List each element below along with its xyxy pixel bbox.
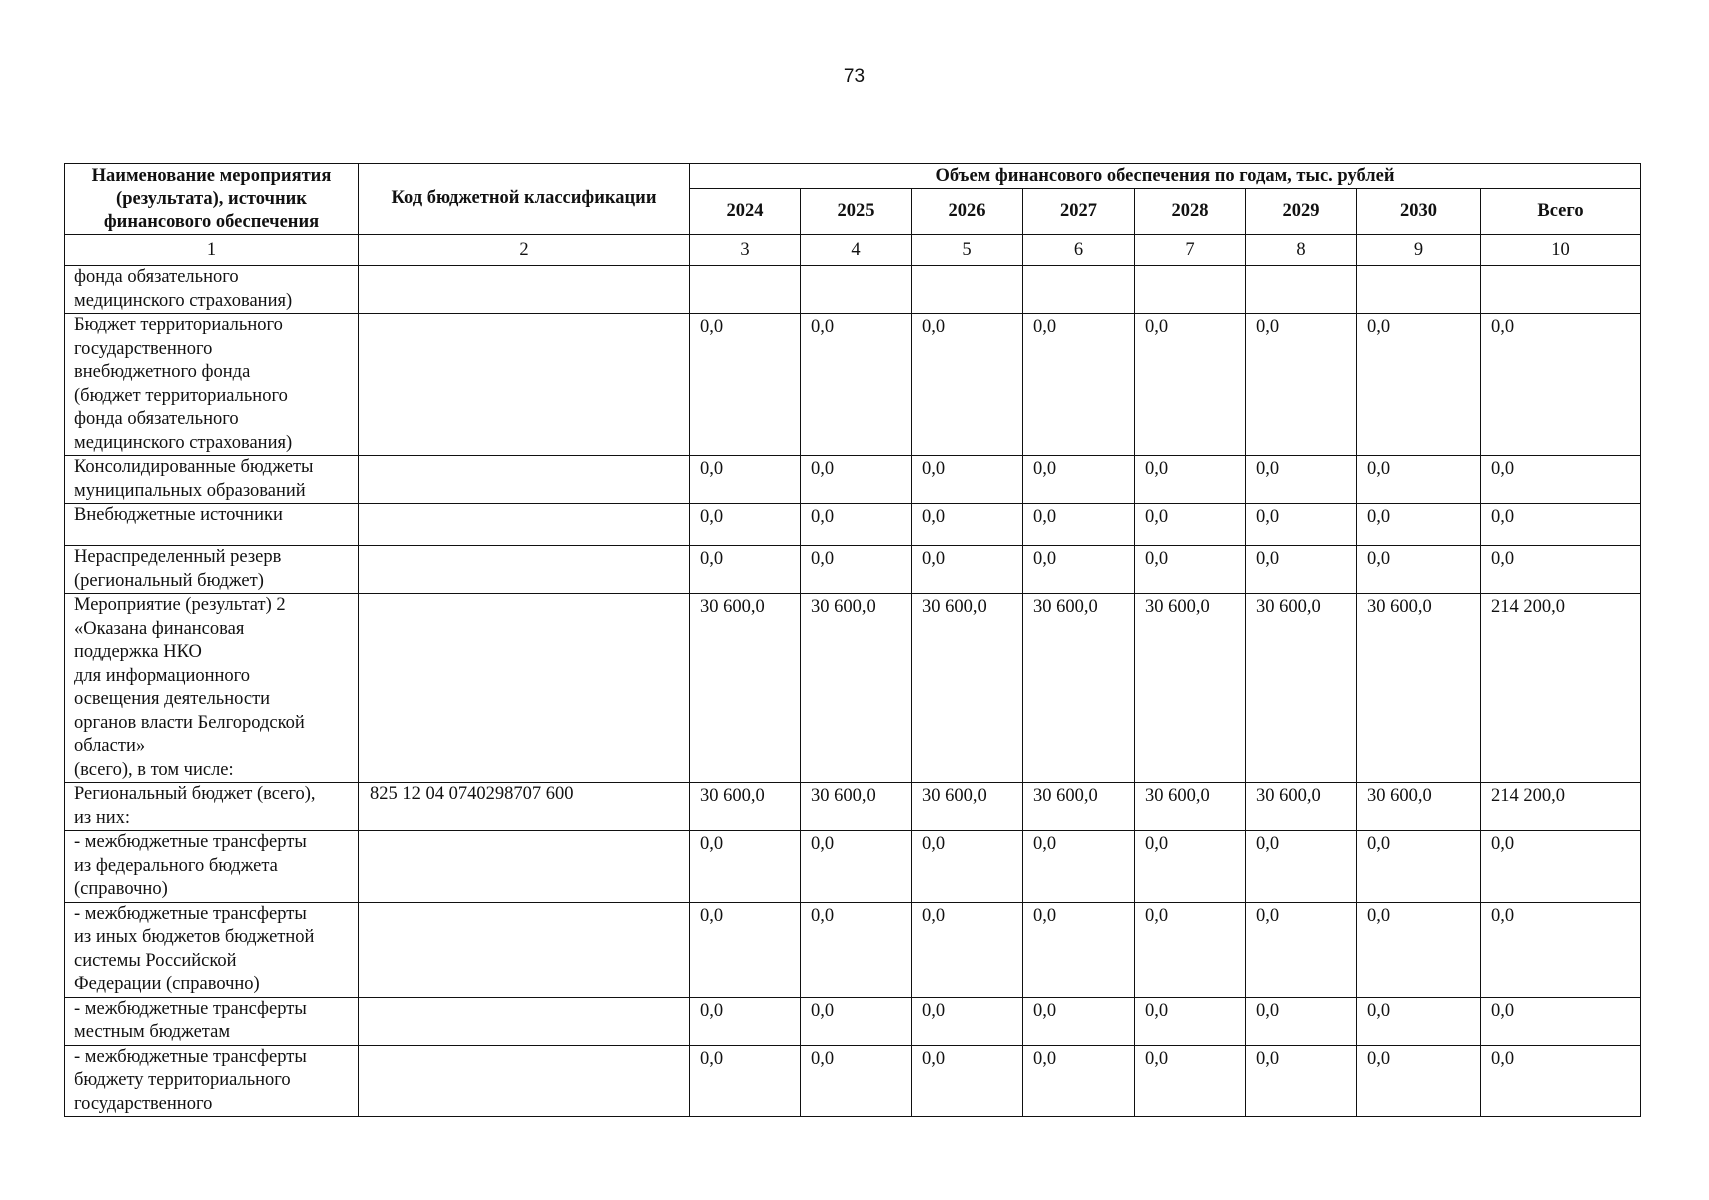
financing-table: [64, 163, 1641, 1117]
header-name: Наименование мероприятия (результата), источник финансового обеспечения: [65, 164, 359, 235]
row-name-line: государственного: [74, 338, 213, 359]
row-year-value-cell: 0,0: [1246, 902, 1357, 997]
row-year-value-cell: 0,0: [690, 504, 801, 546]
row-year-value-cell: [801, 266, 912, 314]
row-name-line: Нераспределенный резерв: [74, 547, 282, 567]
row-year-value-cell: 0,0: [690, 314, 801, 456]
header-year: 2028: [1135, 189, 1246, 235]
row-year-value-cell: 30 600,0: [801, 594, 912, 783]
row-year-value-cell: 0,0: [1023, 456, 1135, 504]
column-number: 10: [1481, 235, 1641, 266]
row-name-line: из иных бюджетов бюджетной: [74, 927, 315, 947]
row-code-cell: [359, 831, 690, 903]
row-year-value-cell: 0,0: [1135, 456, 1246, 504]
row-year-value-cell: 0,0: [1023, 997, 1135, 1045]
row-total-cell: 214 200,0: [1481, 783, 1641, 831]
row-year-value-cell: 0,0: [1357, 546, 1481, 594]
row-year-value-cell: 0,0: [1135, 504, 1246, 546]
column-number: 7: [1135, 235, 1246, 266]
row-code-cell: [359, 504, 690, 546]
table-row: [65, 1045, 1641, 1117]
row-year-value-cell: 0,0: [801, 504, 912, 546]
row-name-line: (бюджет территориального: [74, 385, 288, 406]
row-year-value-cell: 0,0: [1357, 902, 1481, 997]
row-year-value-cell: 0,0: [690, 902, 801, 997]
row-name-line: бюджету территориального: [74, 1070, 291, 1090]
row-year-value-cell: 30 600,0: [1246, 594, 1357, 783]
row-name-line: освещения деятельности: [74, 689, 271, 709]
row-year-value-cell: 30 600,0: [912, 783, 1023, 831]
row-year-value-cell: 0,0: [912, 831, 1023, 903]
header-year: 2024: [690, 189, 801, 235]
row-year-value-cell: 0,0: [690, 997, 801, 1045]
header-year: 2029: [1246, 189, 1357, 235]
header-year: 2026: [912, 189, 1023, 235]
row-year-value-cell: 0,0: [690, 1045, 801, 1117]
row-year-value-cell: 0,0: [1135, 314, 1246, 456]
page-number: 73: [843, 66, 866, 87]
row-year-value-cell: 0,0: [1357, 504, 1481, 546]
row-year-value-cell: 0,0: [690, 831, 801, 903]
row-year-value-cell: 30 600,0: [1023, 783, 1135, 831]
row-year-value-cell: 0,0: [690, 546, 801, 594]
row-year-value-cell: [1023, 266, 1135, 314]
table-row: [65, 831, 1641, 903]
row-year-value-cell: 0,0: [1246, 314, 1357, 456]
row-year-value-cell: 0,0: [801, 1045, 912, 1117]
row-year-value-cell: 30 600,0: [801, 783, 912, 831]
header-year: 2025: [801, 189, 912, 235]
row-name-line: государственного: [74, 1093, 213, 1114]
row-year-value-cell: 0,0: [1135, 997, 1246, 1045]
row-name-line: Внебюджетные источники: [74, 505, 283, 525]
row-year-value-cell: 0,0: [1023, 546, 1135, 594]
row-year-value-cell: 0,0: [912, 1045, 1023, 1117]
column-number: 8: [1246, 235, 1357, 266]
row-total-cell: [1481, 266, 1641, 314]
row-year-value-cell: 0,0: [912, 504, 1023, 546]
row-name-cell: [65, 831, 359, 903]
row-total-cell: 0,0: [1481, 1045, 1641, 1117]
row-year-value-cell: 0,0: [801, 902, 912, 997]
row-name-line: - межбюджетные трансферты: [74, 1046, 307, 1067]
row-name-line: (региональный бюджет): [74, 570, 264, 591]
table-row: [65, 546, 1641, 594]
table-row: [65, 902, 1641, 997]
row-code-cell: [359, 997, 690, 1045]
column-number: 1: [65, 235, 359, 266]
row-name-line: Федерации (справочно): [74, 974, 260, 994]
row-total-cell: 0,0: [1481, 546, 1641, 594]
row-year-value-cell: [912, 266, 1023, 314]
row-name-cell: [65, 456, 359, 504]
row-name-line: медицинского страхования): [74, 290, 293, 311]
column-number: 3: [690, 235, 801, 266]
row-name-line: - межбюджетные трансферты: [74, 903, 307, 924]
row-name-line: из них:: [74, 807, 131, 828]
column-number: 4: [801, 235, 912, 266]
row-year-value-cell: 0,0: [912, 997, 1023, 1045]
row-name-line: Региональный бюджет (всего),: [74, 784, 316, 804]
row-year-value-cell: [1357, 266, 1481, 314]
row-total-cell: 0,0: [1481, 997, 1641, 1045]
row-total-cell: 0,0: [1481, 504, 1641, 546]
row-year-value-cell: 0,0: [1135, 831, 1246, 903]
row-year-value-cell: 0,0: [1357, 831, 1481, 903]
row-year-value-cell: [690, 266, 801, 314]
row-year-value-cell: 0,0: [801, 831, 912, 903]
row-name-cell: [65, 266, 359, 314]
row-year-value-cell: 30 600,0: [690, 783, 801, 831]
row-name-line: поддержка НКО: [74, 642, 202, 662]
table-row: [65, 314, 1641, 456]
row-name-cell: [65, 783, 359, 831]
row-year-value-cell: 0,0: [1023, 504, 1135, 546]
row-total-cell: 214 200,0: [1481, 594, 1641, 783]
row-code-cell: [359, 902, 690, 997]
row-code-cell: [359, 456, 690, 504]
row-year-value-cell: 0,0: [1023, 831, 1135, 903]
row-name-line: фонда обязательного: [74, 409, 239, 429]
row-year-value-cell: 0,0: [1246, 831, 1357, 903]
row-year-value-cell: 0,0: [1246, 997, 1357, 1045]
row-name-line: (всего), в том числе:: [74, 759, 234, 780]
row-name-line: муниципальных образований: [74, 480, 306, 501]
row-year-value-cell: 0,0: [1023, 902, 1135, 997]
row-name-line: - межбюджетные трансферты: [74, 832, 307, 852]
table-row: [65, 504, 1641, 546]
column-number: 9: [1357, 235, 1481, 266]
row-code-cell: [359, 266, 690, 314]
row-code-cell: [359, 546, 690, 594]
row-code-cell: [359, 594, 690, 783]
row-name-cell: [65, 546, 359, 594]
row-year-value-cell: 0,0: [1135, 902, 1246, 997]
row-year-value-cell: 30 600,0: [1357, 594, 1481, 783]
row-code-cell: [359, 1045, 690, 1117]
column-numbers-row: [65, 235, 1641, 266]
column-number: 5: [912, 235, 1023, 266]
row-year-value-cell: [1246, 266, 1357, 314]
row-name-line: внебюджетного фонда: [74, 362, 251, 382]
row-year-value-cell: 0,0: [912, 902, 1023, 997]
row-year-value-cell: 0,0: [1246, 456, 1357, 504]
row-year-value-cell: 0,0: [801, 456, 912, 504]
row-year-value-cell: 0,0: [912, 546, 1023, 594]
row-year-value-cell: 0,0: [1357, 456, 1481, 504]
row-name-cell: [65, 997, 359, 1045]
column-number: 2: [359, 235, 690, 266]
row-name-cell: [65, 1045, 359, 1117]
row-year-value-cell: 0,0: [1023, 314, 1135, 456]
row-name-cell: [65, 594, 359, 783]
row-name-line: Мероприятие (результат) 2: [74, 595, 286, 615]
row-year-value-cell: 0,0: [912, 314, 1023, 456]
row-year-value-cell: 30 600,0: [912, 594, 1023, 783]
table-row: [65, 456, 1641, 504]
row-year-value-cell: 30 600,0: [1246, 783, 1357, 831]
row-year-value-cell: 0,0: [912, 456, 1023, 504]
row-code-cell: [359, 314, 690, 456]
row-name-line: для информационного: [74, 665, 251, 686]
row-name-line: (справочно): [74, 879, 168, 899]
row-name-line: фонда обязательного: [74, 267, 239, 287]
row-year-value-cell: 0,0: [1135, 1045, 1246, 1117]
row-year-value-cell: 0,0: [1246, 546, 1357, 594]
row-name-line: органов власти Белгородской: [74, 712, 305, 733]
row-name-line: - межбюджетные трансферты: [74, 998, 307, 1019]
table-row: [65, 783, 1641, 831]
header-year: 2027: [1023, 189, 1135, 235]
row-name-cell: [65, 902, 359, 997]
row-year-value-cell: 0,0: [1357, 314, 1481, 456]
row-total-cell: 0,0: [1481, 314, 1641, 456]
row-year-value-cell: 0,0: [801, 546, 912, 594]
row-year-value-cell: [1135, 266, 1246, 314]
row-name-cell: [65, 314, 359, 456]
row-total-cell: 0,0: [1481, 902, 1641, 997]
row-name-line: Консолидированные бюджеты: [74, 457, 314, 477]
row-name-line: из федерального бюджета: [74, 855, 278, 876]
row-year-value-cell: 30 600,0: [1135, 594, 1246, 783]
row-name-line: местным бюджетам: [74, 1022, 231, 1042]
row-year-value-cell: 30 600,0: [1357, 783, 1481, 831]
row-year-value-cell: 0,0: [690, 456, 801, 504]
table-row: [65, 997, 1641, 1045]
table-header: [65, 164, 1641, 266]
row-year-value-cell: 0,0: [1357, 1045, 1481, 1117]
header-total: Всего: [1481, 189, 1641, 235]
row-code-cell: 825 12 04 0740298707 600: [359, 783, 690, 831]
row-total-cell: 0,0: [1481, 831, 1641, 903]
row-year-value-cell: 30 600,0: [1135, 783, 1246, 831]
row-total-cell: 0,0: [1481, 456, 1641, 504]
row-year-value-cell: 30 600,0: [1023, 594, 1135, 783]
row-year-value-cell: 30 600,0: [690, 594, 801, 783]
row-name-line: медицинского страхования): [74, 432, 293, 453]
table-row: [65, 594, 1641, 783]
table-body: [65, 266, 1641, 1117]
row-year-value-cell: 0,0: [1246, 504, 1357, 546]
table-row: [65, 266, 1641, 314]
header-year: 2030: [1357, 189, 1481, 235]
row-name-line: Бюджет территориального: [74, 315, 283, 335]
row-name-line: «Оказана финансовая: [74, 618, 245, 639]
row-year-value-cell: 0,0: [801, 314, 912, 456]
header-volume-group: Объем финансового обеспечения по годам, тыс. рублей: [690, 164, 1641, 189]
row-year-value-cell: 0,0: [801, 997, 912, 1045]
row-name-cell: [65, 504, 359, 546]
header-code: Код бюджетной классификации: [359, 164, 690, 235]
row-name-line: системы Российской: [74, 950, 237, 971]
column-number: 6: [1023, 235, 1135, 266]
row-year-value-cell: 0,0: [1246, 1045, 1357, 1117]
row-year-value-cell: 0,0: [1135, 546, 1246, 594]
row-year-value-cell: 0,0: [1023, 1045, 1135, 1117]
row-name-line: области»: [74, 736, 146, 756]
row-year-value-cell: 0,0: [1357, 997, 1481, 1045]
